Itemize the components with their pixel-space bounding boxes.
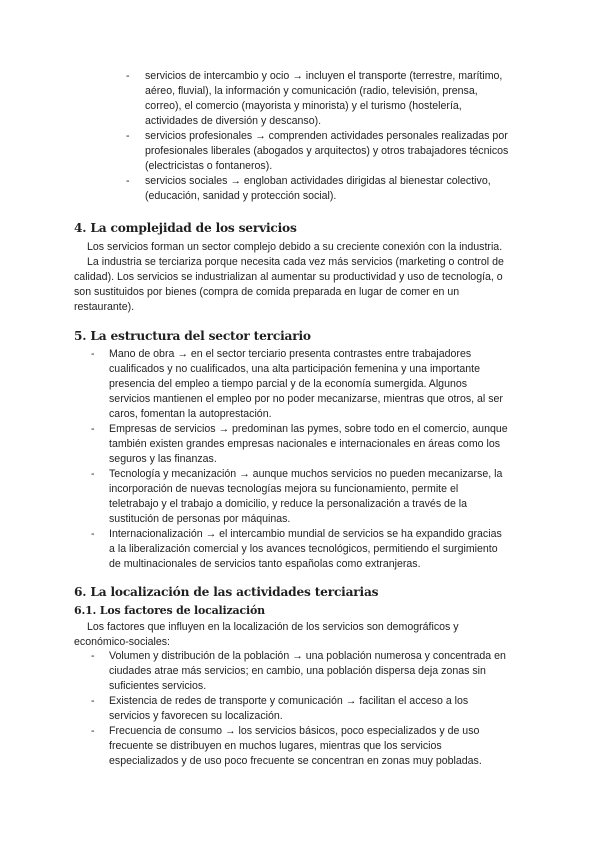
section-4-paragraph: Los servicios forman un sector complejo debido a su creciente conexión con la industria. La industria se terciariza porque necesita cada vez más servicios (marketing o control de calidad). Los servicios se industrializan al aumentar su productividad y uso de tecnología, o son sustituidos por bienes (compra de comida preparada en lugar de comer en un restaurante). bbox=[74, 241, 504, 313]
section-6-1-intro: Los factores que influyen en la localización de los servicios son demográficos y económico-sociales: bbox=[74, 621, 459, 648]
section-5-heading: 5. La estructura del sector terciario bbox=[74, 329, 311, 343]
document-page: - servicios de intercambio y ocio → incluyen el transporte (terrestre, marítimo, aéreo, fluvial), la información y comunicación (radio, televisión, prensa, correo), el comercio (mayorista y minorista) y el turismo (hostelería, actividades de diversión y descanso). - servicios profesionales → comprenden actividades personales realizadas por profesionales liberales (abogados y arquitectos) y otros trabajadores técnicos (electricistas o fontaneros). - servicios sociales → engloban actividades dirigidas al bienestar colectivo, (educación, sanidad y protección social). 4. La complejidad de los servicios Los servicios forman un sector complejo debido a su creciente conexión con la industria. La industria se terciariza porque necesita cada vez más servicios (marketing o control de calidad). Los servicios se industrializan al aumentar su productividad y uso de tecnología, o son sustituidos por bienes (compra de comida preparada en lugar de comer en un restaurante). 5. La estructura del sector terciario - Mano de obra → en el sector terciario presenta contrastes entre trabajadores cualificados y no cualificados, una alta participación femenina y una importante presencia del empleo a tiempo parcial y de la economía sumergida. Algunos servicios mantienen el empleo por no poder mecanizarse, mientras que otros, al ser caros, fomentan la autoprestación. - Empresas de servicios → predominan las pymes, sobre todo en el comercio, aunque también existen grandes empresas nacionales e internacionales en áreas como los seguros y las finanzas. - Tecnología y mecanización → aunque muchos servicios no pueden mecanizarse, la incorporación de nuevas tecnologías mejora su funcionamiento, permite el teletrabajo y el trabajo a domicilio, y reduce la personalización a través de la sustitución de personas por máquinas. - Internacionalización → el intercambio mundial de servicios se ha expandido gracias a la liberalización comercial y los avances tecnológicos, permitiendo el surgimiento de multinacionales de servicios tanto españolas como extranjeras. 6. La localización de las actividades terciarias 6.1. Los factores de localización Los factores que influyen en la localización de los servicios son demográficos y económico-sociales: - Volumen y distribución de la población → una población numerosa y concentrada en ciudades atrae más servicios; en cambio, una población dispersa deja zonas sin suficientes servicios. - Existencia de redes de transporte y comunicación → facilitan el acceso a los servicios y favorecen su localización. - Frecuencia de consumo → los servicios básicos, poco especializados y de uso frecuente se distribuyen en muchos lugares, mientras que los servicios especializados y de uso poco frecuente se concentran en zonas muy pobladas. bbox=[74, 70, 509, 767]
section-4-heading: 4. La complejidad de los servicios bbox=[74, 221, 297, 235]
section-6-heading: 6. La localización de las actividades terciarias bbox=[74, 585, 379, 599]
section-6-1-subheading: 6.1. Los factores de localización bbox=[74, 604, 265, 617]
